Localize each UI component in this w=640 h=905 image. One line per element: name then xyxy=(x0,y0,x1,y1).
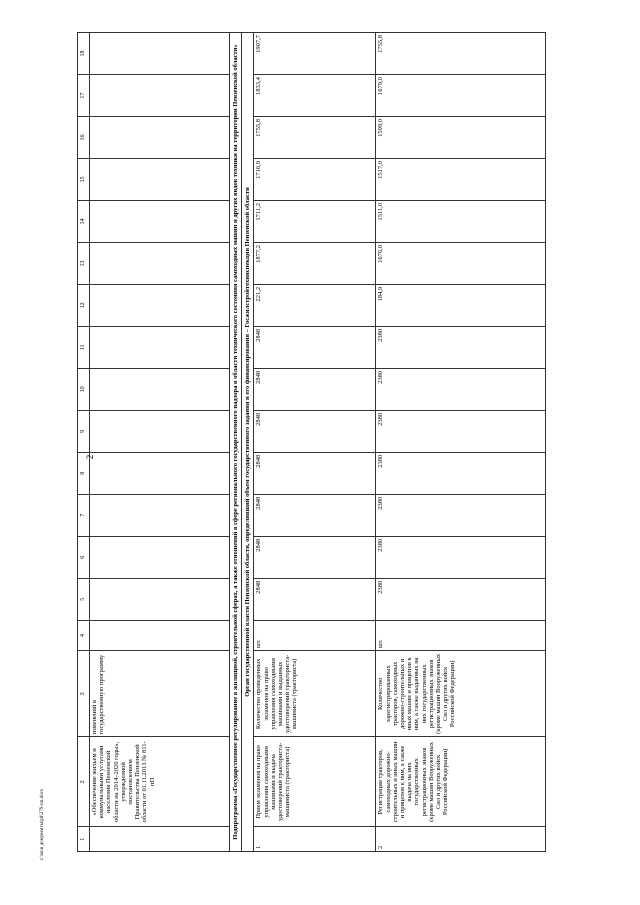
value-cell: 1755,8 xyxy=(376,33,546,75)
value-cell: 2380 xyxy=(376,494,546,536)
col-num: 6 xyxy=(78,536,90,578)
col-num: 1 xyxy=(78,827,90,852)
value-cell: 2380 xyxy=(376,368,546,410)
col-num: 11 xyxy=(78,326,90,368)
document-table-rotated xyxy=(77,32,617,852)
col-num: 2 xyxy=(78,737,90,827)
agency-row xyxy=(242,33,254,852)
value-cell: 2848 xyxy=(254,410,376,452)
value-cell: 1599,0 xyxy=(376,117,546,159)
table-row xyxy=(376,33,546,852)
amendment-cell: изменений в государственную программу xyxy=(90,651,230,737)
value-cell: 2848 xyxy=(254,326,376,368)
value-cell: 2848 xyxy=(254,494,376,536)
col-num: 18 xyxy=(78,33,90,75)
col-num: 13 xyxy=(78,242,90,284)
col-num: 10 xyxy=(78,368,90,410)
value-cell: 1676,0 xyxy=(376,242,546,284)
program-table xyxy=(77,32,546,852)
value-cell: 2380 xyxy=(376,578,546,620)
value-cell: 1907,7 xyxy=(254,33,376,75)
page-number: 2 xyxy=(85,454,95,460)
col-num: 15 xyxy=(78,159,90,201)
column-numbers-row xyxy=(78,33,90,852)
value-cell: 221,2 xyxy=(254,284,376,326)
value-cell: 2848 xyxy=(254,452,376,494)
col-num: 7 xyxy=(78,494,90,536)
value-cell: 1877,2 xyxy=(254,242,376,284)
subprogram-title: Подпрограмма «Государственное регулирование в жилищной, строительной сферах, а также отношений в сфере регионального государственного надзора в области технического состояния самоходных машин и других видов техники на территории Пензенской области» xyxy=(230,33,242,852)
col-num: 14 xyxy=(78,200,90,242)
table-row xyxy=(254,33,376,852)
value-cell: 1755,8 xyxy=(254,117,376,159)
col-num: 12 xyxy=(78,284,90,326)
col-num: 9 xyxy=(78,410,90,452)
continuation-row xyxy=(90,33,230,852)
value-cell: 2380 xyxy=(376,326,546,368)
col-num: 5 xyxy=(78,578,90,620)
value-cell: 184,9 xyxy=(376,284,546,326)
col-num: 4 xyxy=(78,620,90,651)
program-reference-cell: «Обеспечение жильем и коммунальными услугами населения Пензенской области на 2014–2020 годы», утвержденной постановлением Правительства Пензенской области от 01.11.2013 № 811-пП xyxy=(90,737,230,827)
value-cell: 2848 xyxy=(254,578,376,620)
value-cell: 1517,0 xyxy=(376,159,546,201)
value-cell: 2848 xyxy=(254,536,376,578)
value-cell: 1833,4 xyxy=(254,75,376,117)
col-num: 8 xyxy=(78,452,90,494)
value-cell: 2380 xyxy=(376,452,546,494)
col-num: 3 xyxy=(78,651,90,737)
indicator-name: Количество проведенных экзаменов на право управления самоходными машинами и выданных удостоверений тракториста-машиниста (тракториста) xyxy=(254,651,376,737)
subprogram-row xyxy=(230,33,242,852)
service-name: Регистрация тракторов, самоходных дорожно-строительных и иных машин и прицепов к ним, а также выдача на них государственных регистрационных знаков (кроме машин Вооруженных Сил и других войск Российской Федерации) xyxy=(376,737,546,827)
indicator-name: Количество зарегистрированных тракторов, самоходных дорожно-строительных и иных машин и прицепов к ним, а также выданных на них государственных регистрационных знаков (кроме машин Вооруженных Сил и других войск Российской Федерации) xyxy=(376,651,546,737)
value-cell: 2848 xyxy=(254,368,376,410)
value-cell: 2380 xyxy=(376,410,546,452)
footer-file-path: c:\мои документы\pd\279-пп.docx xyxy=(40,788,45,860)
row-number: 2 xyxy=(376,827,546,852)
service-name: Прием экзаменов на право управления самоходными машинами и выдача удостоверений тракториста-машиниста (тракториста) xyxy=(254,737,376,827)
col-num: 16 xyxy=(78,117,90,159)
unit: шт. xyxy=(376,620,546,651)
col-num: 17 xyxy=(78,75,90,117)
unit: шт. xyxy=(254,620,376,651)
value-cell: 1511,0 xyxy=(376,200,546,242)
agency-title: Орган государственной власти Пензенской области, определивший объем государственного задания и его финансирования – Госжилстройтехинспекция Пензенской области xyxy=(242,33,254,852)
value-cell: 1679,0 xyxy=(376,75,546,117)
value-cell: 1716,9 xyxy=(254,159,376,201)
row-number: 1 xyxy=(254,827,376,852)
value-cell: 2380 xyxy=(376,536,546,578)
value-cell: 1711,2 xyxy=(254,200,376,242)
